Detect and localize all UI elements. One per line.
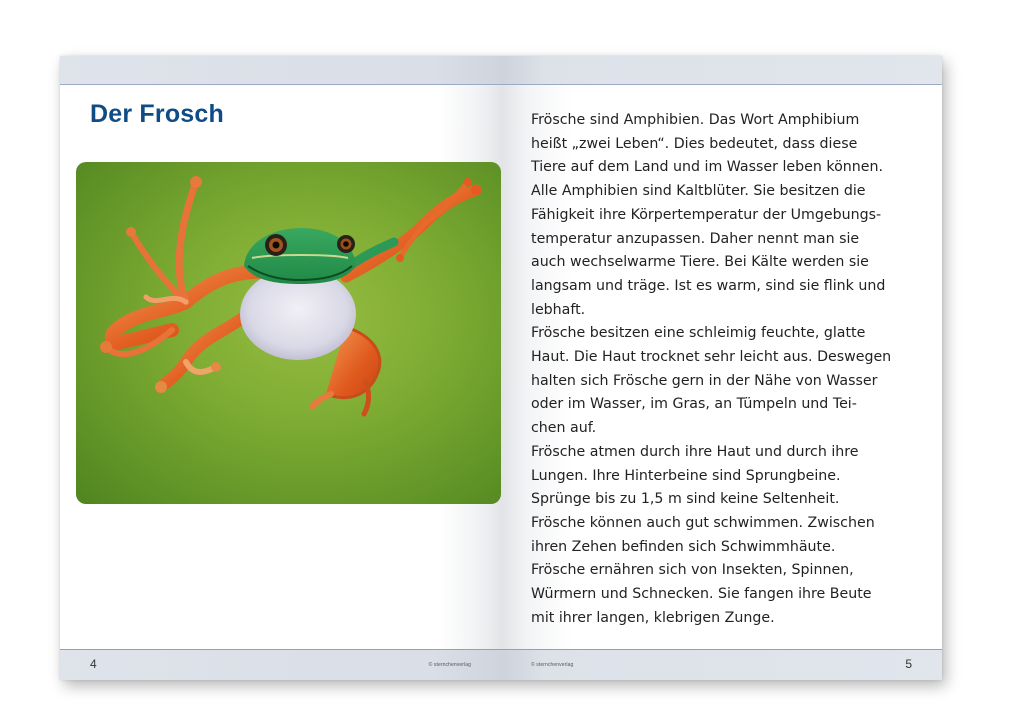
page-number-left: 4	[90, 657, 97, 671]
text-line: oder im Wasser, im Gras, an Tümpeln und Tei-	[531, 396, 857, 413]
page-title: Der Frosch	[90, 100, 224, 128]
text-line: Alle Amphibien sind Kaltblüter. Sie besitzen die	[531, 183, 866, 200]
text-line: langsam und träge. Ist es warm, sind sie flink und	[531, 277, 886, 294]
text-line: auch wechselwarme Tiere. Bei Kälte werden sie	[531, 254, 869, 271]
top-band	[501, 56, 942, 85]
text-line: Frösche ernähren sich von Insekten, Spinnen,	[531, 562, 854, 579]
right-page	[501, 56, 942, 680]
text-line: Fähigkeit ihre Körpertemperatur der Umgebungs-	[531, 206, 882, 223]
body-text	[531, 109, 901, 630]
text-line: Frösche sind Amphibien. Das Wort Amphibium	[531, 112, 860, 128]
copyright-right: © sternchenverlag	[531, 662, 574, 668]
tree-frog-photo	[76, 162, 501, 504]
text-line: Tiere auf dem Land und im Wasser leben können.	[531, 159, 883, 176]
text-line: chen auf.	[531, 420, 597, 437]
text-line: Frösche besitzen eine schleimig feuchte, glatte	[531, 325, 866, 342]
copyright-left: © sternchenverlag	[428, 662, 471, 668]
text-line: mit ihrer langen, klebrigen Zunge.	[531, 609, 775, 626]
text-line: Frösche können auch gut schwimmen. Zwischen	[531, 514, 875, 531]
text-line: Sprünge bis zu 1,5 m sind keine Seltenheit.	[531, 491, 840, 508]
text-line: Frösche atmen durch ihre Haut und durch ihre	[531, 443, 859, 460]
top-band	[60, 56, 501, 85]
page-number-right: 5	[905, 657, 912, 671]
text-line: temperatur anzupassen. Daher nennt man sie	[531, 230, 860, 247]
text-line: Haut. Die Haut trocknet sehr leicht aus. Deswegen	[531, 349, 892, 366]
text-line: halten sich Frösche gern in der Nähe von Wasser	[531, 372, 878, 389]
left-page	[60, 56, 501, 680]
text-line: lebhaft.	[531, 301, 586, 318]
book-spread	[60, 56, 942, 680]
text-line: ihren Zehen befinden sich Schwimmhäute.	[531, 538, 836, 555]
text-line: Würmern und Schnecken. Sie fangen ihre Beute	[531, 586, 872, 603]
text-line: Lungen. Ihre Hinterbeine sind Sprungbeine.	[531, 467, 841, 484]
text-line: heißt „zwei Leben“. Dies bedeutet, dass diese	[531, 135, 858, 152]
